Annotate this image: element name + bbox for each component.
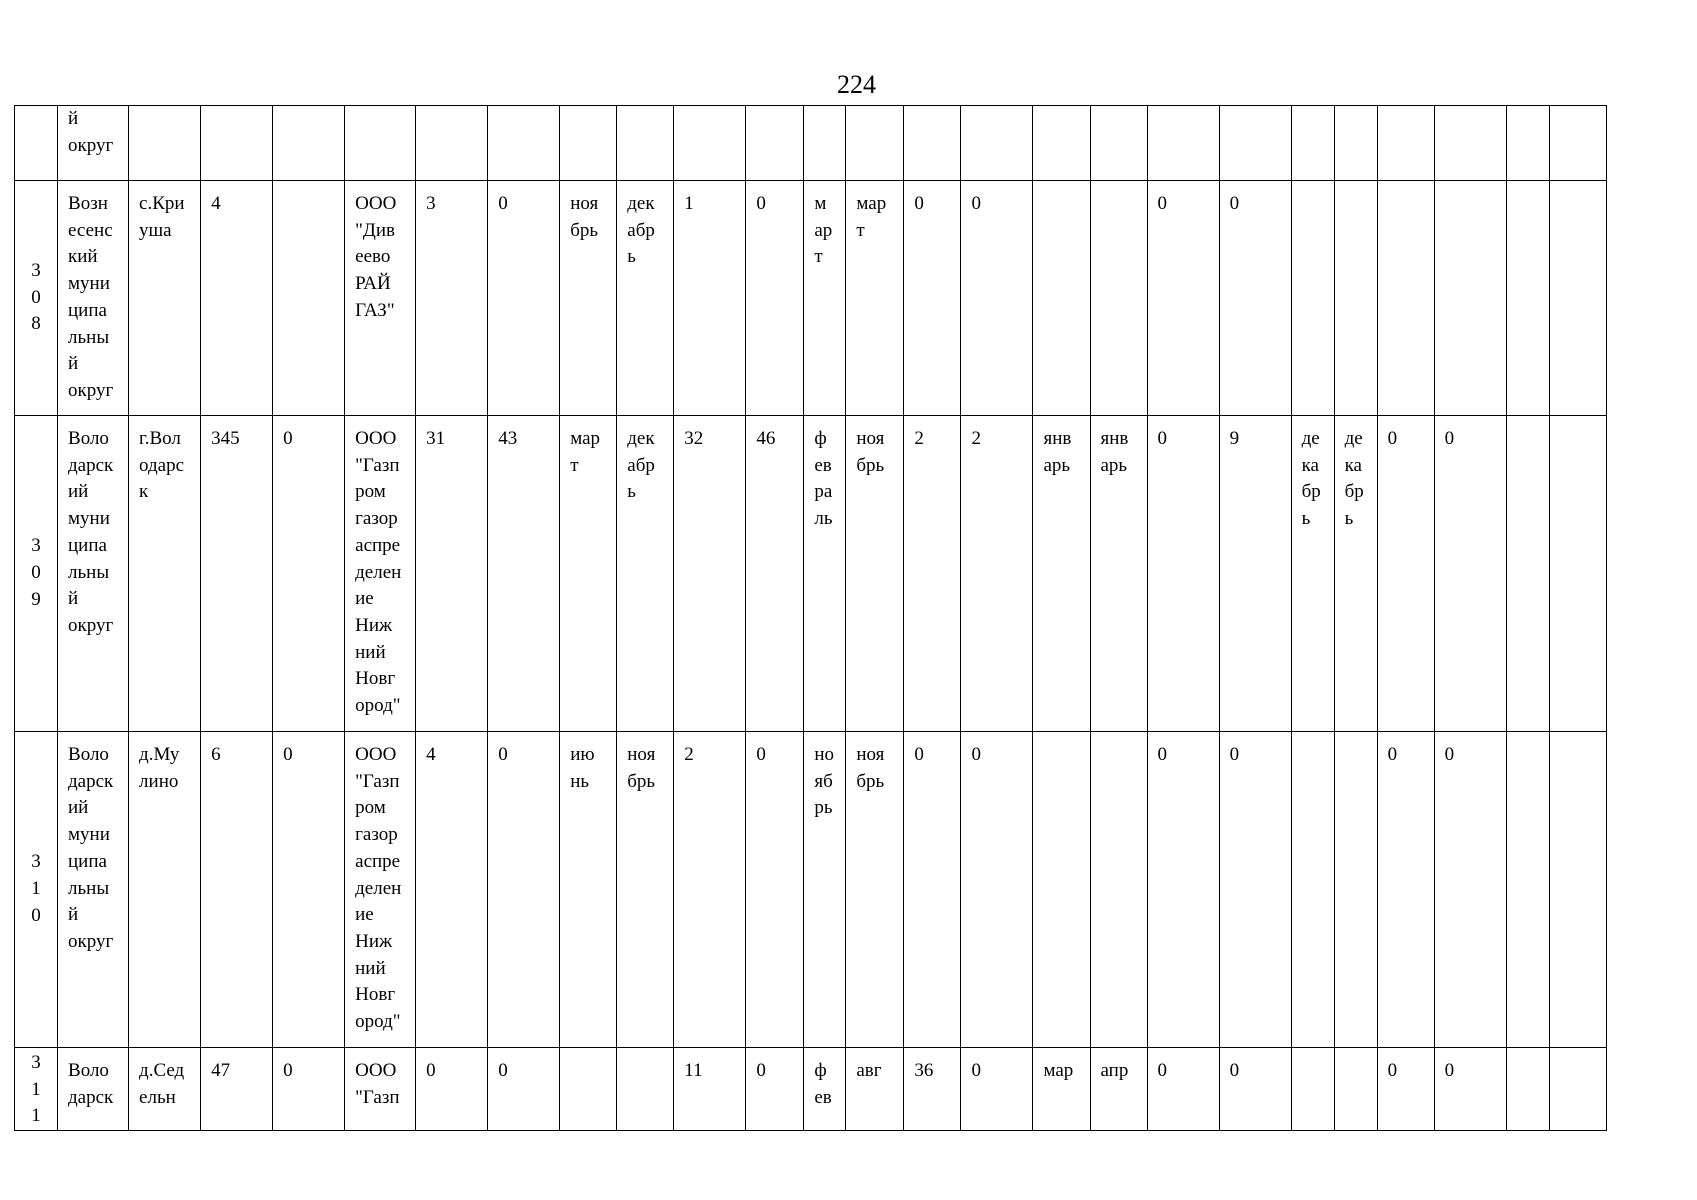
table-cell	[1090, 181, 1147, 416]
table-cell: 6	[201, 732, 273, 1048]
table-cell: 0	[1377, 732, 1434, 1048]
table-cell: м ар т	[804, 181, 846, 416]
table-cell: 0	[488, 1048, 560, 1131]
table-cell: де ка бр ь	[1291, 416, 1334, 732]
table-cell: 0	[488, 181, 560, 416]
table-cell	[617, 1048, 674, 1131]
table-cell	[1506, 106, 1549, 181]
table-row	[15, 1048, 1607, 1131]
table-cell: 0	[961, 181, 1033, 416]
table-cell	[1549, 1048, 1606, 1131]
row-number-cell: 3 0 9	[15, 416, 58, 732]
table-cell: 0	[1147, 416, 1219, 732]
table-cell: 0	[961, 732, 1033, 1048]
table-cell	[1291, 1048, 1334, 1131]
table-cell	[1549, 106, 1606, 181]
table-cell	[1377, 106, 1434, 181]
table-cell: дек абр ь	[617, 416, 674, 732]
table-cell	[1033, 106, 1090, 181]
table-cell: ноя брь	[617, 732, 674, 1048]
table-cell: 1	[674, 181, 746, 416]
table-cell	[1506, 1048, 1549, 1131]
table-cell: 0	[746, 732, 804, 1048]
table-cell: 0	[961, 1048, 1033, 1131]
table-cell	[345, 106, 416, 181]
table-cell	[1291, 732, 1334, 1048]
table-cell	[1291, 181, 1334, 416]
table-cell: 0	[488, 732, 560, 1048]
table-cell: с.Кри уша	[129, 181, 201, 416]
table-cell: ноя брь	[560, 181, 617, 416]
table-row	[15, 106, 1607, 181]
table-cell: 0	[1219, 1048, 1291, 1131]
table-cell: 0	[904, 181, 961, 416]
table-cell: 11	[674, 1048, 746, 1131]
table-cell: 46	[746, 416, 804, 732]
table-cell: апр	[1090, 1048, 1147, 1131]
table-row	[15, 416, 1607, 732]
data-table	[14, 105, 1607, 1131]
table-cell	[1434, 181, 1506, 416]
table-row	[15, 181, 1607, 416]
table-cell: 0	[273, 416, 345, 732]
row-number-cell	[15, 106, 58, 181]
table-cell: д.Му лино	[129, 732, 201, 1048]
table-cell: 0	[273, 1048, 345, 1131]
table-cell: ООО "Див еево РАЙ ГАЗ"	[345, 181, 416, 416]
table-cell: 0	[904, 732, 961, 1048]
table-cell: но яб рь	[804, 732, 846, 1048]
table-cell	[904, 106, 961, 181]
table-cell: 0	[416, 1048, 488, 1131]
table-cell: де ка бр ь	[1334, 416, 1377, 732]
table-cell	[1506, 181, 1549, 416]
table-cell: 345	[201, 416, 273, 732]
row-number-cell: 3 1 0	[15, 732, 58, 1048]
table-cell	[1506, 416, 1549, 732]
table-cell	[1434, 106, 1506, 181]
table-cell	[1377, 181, 1434, 416]
table-cell: 0	[1147, 181, 1219, 416]
table-cell: 43	[488, 416, 560, 732]
table-cell	[201, 106, 273, 181]
table-cell: 2	[674, 732, 746, 1048]
table-cell: й округ	[58, 106, 129, 181]
table-cell: д.Сед ельн	[129, 1048, 201, 1131]
table-cell	[1033, 181, 1090, 416]
table-cell: 4	[201, 181, 273, 416]
table-cell	[1090, 106, 1147, 181]
table-cell: мар	[1033, 1048, 1090, 1131]
table-cell: 9	[1219, 416, 1291, 732]
table-cell	[273, 181, 345, 416]
table-cell: 0	[1434, 732, 1506, 1048]
table-cell: 3	[416, 181, 488, 416]
table-cell: 0	[1219, 181, 1291, 416]
table-cell	[1506, 732, 1549, 1048]
table-cell: ноя брь	[846, 732, 904, 1048]
table-cell: ф ев	[804, 1048, 846, 1131]
table-cell: ООО "Газп ром газор аспре делен ие Ниж ний Новг ород"	[345, 416, 416, 732]
table-cell	[273, 106, 345, 181]
table-cell: ноя брь	[846, 416, 904, 732]
table-cell: 47	[201, 1048, 273, 1131]
table-cell: 36	[904, 1048, 961, 1131]
table-cell	[1334, 106, 1377, 181]
page-number: 224	[837, 70, 876, 99]
table-cell: янв арь	[1090, 416, 1147, 732]
table-cell	[560, 1048, 617, 1131]
table-cell: Воло дарск ий муни ципа льны й округ	[58, 732, 129, 1048]
table-cell	[961, 106, 1033, 181]
table-cell: 31	[416, 416, 488, 732]
table-cell: г.Вол одарс к	[129, 416, 201, 732]
table-cell: 2	[961, 416, 1033, 732]
table-cell: ООО "Газп ром газор аспре делен ие Ниж ний Новг ород"	[345, 732, 416, 1048]
table-cell: 2	[904, 416, 961, 732]
table-cell: 0	[273, 732, 345, 1048]
table-cell	[1334, 181, 1377, 416]
table-row	[15, 732, 1607, 1048]
table-body	[15, 106, 1607, 1131]
table-cell: Возн есенс кий муни ципа льны й округ	[58, 181, 129, 416]
table-cell	[1549, 416, 1606, 732]
table-cell: 0	[1377, 1048, 1434, 1131]
row-number-cell: 3 1 1	[15, 1048, 58, 1131]
table-cell: мар т	[560, 416, 617, 732]
table-cell: ию нь	[560, 732, 617, 1048]
table-cell	[746, 106, 804, 181]
table-cell	[1549, 181, 1606, 416]
table-cell: 0	[1434, 1048, 1506, 1131]
table-cell	[416, 106, 488, 181]
table-cell: мар т	[846, 181, 904, 416]
table-cell	[1090, 732, 1147, 1048]
table-cell: ф ев ра ль	[804, 416, 846, 732]
table-cell: 0	[1434, 416, 1506, 732]
table-cell	[1549, 732, 1606, 1048]
table-cell	[804, 106, 846, 181]
table-cell: 0	[1147, 732, 1219, 1048]
table-cell	[1147, 106, 1219, 181]
table-cell	[1334, 1048, 1377, 1131]
table-cell: 0	[1219, 732, 1291, 1048]
table-cell: 0	[746, 1048, 804, 1131]
table-cell: 0	[1377, 416, 1434, 732]
table-cell: Воло дарск ий муни ципа льны й округ	[58, 416, 129, 732]
table-cell	[488, 106, 560, 181]
table-cell: 0	[746, 181, 804, 416]
table-cell: 32	[674, 416, 746, 732]
row-number-cell: 3 0 8	[15, 181, 58, 416]
table-cell	[1291, 106, 1334, 181]
table-cell	[129, 106, 201, 181]
table-cell	[674, 106, 746, 181]
table-cell	[846, 106, 904, 181]
table-cell	[617, 106, 674, 181]
table-cell: ООО "Газп	[345, 1048, 416, 1131]
table-cell: авг	[846, 1048, 904, 1131]
table-cell: 4	[416, 732, 488, 1048]
table-cell: дек абр ь	[617, 181, 674, 416]
table-cell: янв арь	[1033, 416, 1090, 732]
table-cell: 0	[1147, 1048, 1219, 1131]
table-cell: Воло дарск	[58, 1048, 129, 1131]
table-cell	[560, 106, 617, 181]
table-cell	[1334, 732, 1377, 1048]
table-cell	[1219, 106, 1291, 181]
table-cell	[1033, 732, 1090, 1048]
